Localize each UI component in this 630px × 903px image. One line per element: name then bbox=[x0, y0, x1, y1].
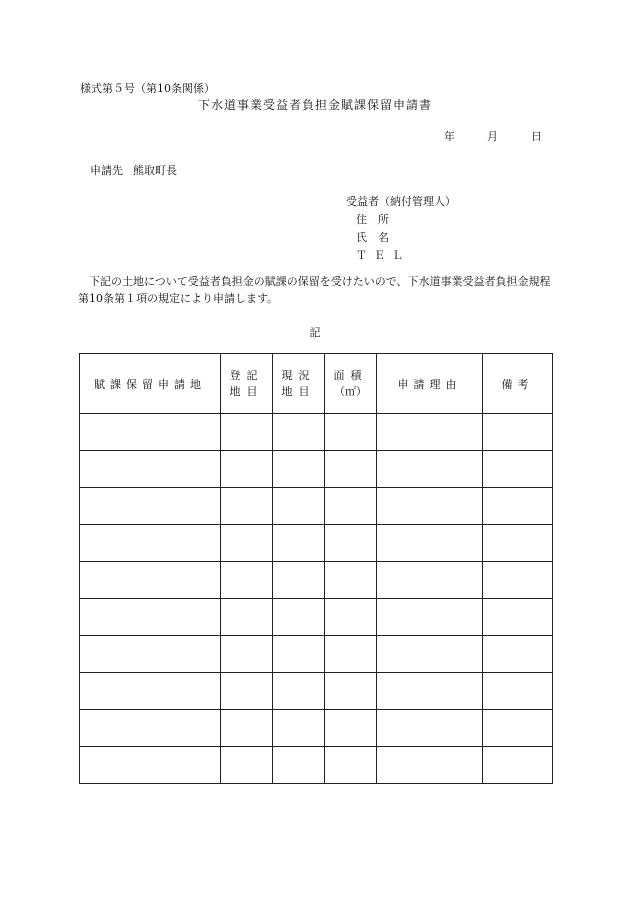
addressee-line bbox=[90, 162, 177, 178]
header-land: 賦課保留申請地 bbox=[80, 354, 221, 414]
form-number-label: 様式第５号（第10条関係） bbox=[80, 82, 215, 95]
header-current-line2: 地目 bbox=[281, 384, 316, 398]
header-remarks: 備考 bbox=[483, 354, 553, 414]
registered-category-cell[interactable] bbox=[221, 414, 273, 451]
header-registered-line2: 地目 bbox=[229, 384, 264, 398]
header-area-line1: 面積 bbox=[333, 368, 368, 382]
area-cell[interactable] bbox=[325, 710, 377, 747]
current-category-cell[interactable] bbox=[273, 562, 325, 599]
request-statement: 下記の土地について受益者負担金の賦課の保留を受けたいので、下水道事業受益者負担金規程第10条第１項の規定により申請します。 bbox=[78, 275, 551, 305]
area-cell[interactable] bbox=[325, 599, 377, 636]
registered-category-cell[interactable] bbox=[221, 673, 273, 710]
current-category-cell[interactable] bbox=[273, 599, 325, 636]
reason-cell[interactable] bbox=[377, 451, 483, 488]
area-cell[interactable] bbox=[325, 636, 377, 673]
reason-cell[interactable] bbox=[377, 747, 483, 784]
land-cell[interactable] bbox=[80, 747, 221, 784]
reason-cell[interactable] bbox=[377, 488, 483, 525]
reason-cell[interactable] bbox=[377, 673, 483, 710]
table-row bbox=[80, 710, 553, 747]
land-cell[interactable] bbox=[80, 599, 221, 636]
area-cell[interactable] bbox=[325, 562, 377, 599]
remarks-cell[interactable] bbox=[483, 636, 553, 673]
registered-category-cell[interactable] bbox=[221, 599, 273, 636]
table-row bbox=[80, 414, 553, 451]
reason-cell[interactable] bbox=[377, 710, 483, 747]
land-cell[interactable] bbox=[80, 636, 221, 673]
current-category-cell[interactable] bbox=[273, 414, 325, 451]
table-row bbox=[80, 636, 553, 673]
remarks-cell[interactable] bbox=[483, 673, 553, 710]
addressee-label: 申請先 bbox=[90, 164, 123, 177]
addressee-name: 熊取町長 bbox=[133, 164, 177, 177]
land-cell[interactable] bbox=[80, 414, 221, 451]
header-registered-line1: 登記 bbox=[229, 368, 264, 382]
land-cell[interactable] bbox=[80, 525, 221, 562]
current-category-cell[interactable] bbox=[273, 451, 325, 488]
table-body bbox=[80, 414, 553, 784]
registered-category-cell[interactable] bbox=[221, 525, 273, 562]
area-cell[interactable] bbox=[325, 414, 377, 451]
date-month-label: 月 bbox=[487, 130, 498, 143]
reason-cell[interactable] bbox=[377, 599, 483, 636]
header-registered-category bbox=[221, 354, 273, 414]
beneficiary-block bbox=[346, 193, 456, 265]
beneficiary-tel-label: ＴＥＬ bbox=[356, 249, 410, 262]
beneficiary-heading: 受益者（納付管理人） bbox=[346, 195, 456, 208]
area-cell[interactable] bbox=[325, 488, 377, 525]
header-area-line2: （㎡） bbox=[334, 384, 367, 398]
header-current-line1: 現況 bbox=[281, 368, 316, 382]
current-category-cell[interactable] bbox=[273, 525, 325, 562]
remarks-cell[interactable] bbox=[483, 414, 553, 451]
current-category-cell[interactable] bbox=[273, 488, 325, 525]
land-cell[interactable] bbox=[80, 562, 221, 599]
registered-category-cell[interactable] bbox=[221, 636, 273, 673]
remarks-cell[interactable] bbox=[483, 488, 553, 525]
remarks-cell[interactable] bbox=[483, 562, 553, 599]
table-row bbox=[80, 599, 553, 636]
date-day-label: 日 bbox=[531, 130, 542, 143]
table-row bbox=[80, 562, 553, 599]
table-row bbox=[80, 525, 553, 562]
reason-cell[interactable] bbox=[377, 636, 483, 673]
current-category-cell[interactable] bbox=[273, 747, 325, 784]
registered-category-cell[interactable] bbox=[221, 747, 273, 784]
header-area bbox=[325, 354, 377, 414]
remarks-cell[interactable] bbox=[483, 451, 553, 488]
reason-cell[interactable] bbox=[377, 562, 483, 599]
remarks-cell[interactable] bbox=[483, 525, 553, 562]
registered-category-cell[interactable] bbox=[221, 451, 273, 488]
current-category-cell[interactable] bbox=[273, 710, 325, 747]
reason-cell[interactable] bbox=[377, 525, 483, 562]
current-category-cell[interactable] bbox=[273, 673, 325, 710]
area-cell[interactable] bbox=[325, 747, 377, 784]
date-year-label: 年 bbox=[444, 130, 455, 143]
remarks-cell[interactable] bbox=[483, 599, 553, 636]
registered-category-cell[interactable] bbox=[221, 488, 273, 525]
registered-category-cell[interactable] bbox=[221, 562, 273, 599]
area-cell[interactable] bbox=[325, 673, 377, 710]
header-current-category bbox=[273, 354, 325, 414]
beneficiary-name-label: 氏 名 bbox=[356, 231, 389, 244]
table-row bbox=[80, 488, 553, 525]
registered-category-cell[interactable] bbox=[221, 710, 273, 747]
reason-cell[interactable] bbox=[377, 414, 483, 451]
remarks-cell[interactable] bbox=[483, 747, 553, 784]
current-category-cell[interactable] bbox=[273, 636, 325, 673]
table-row bbox=[80, 451, 553, 488]
land-cell[interactable] bbox=[80, 451, 221, 488]
ki-heading: 記 bbox=[309, 326, 321, 339]
beneficiary-address-label: 住 所 bbox=[356, 213, 389, 226]
area-cell[interactable] bbox=[325, 525, 377, 562]
land-cell[interactable] bbox=[80, 488, 221, 525]
table-row bbox=[80, 673, 553, 710]
land-cell[interactable] bbox=[80, 673, 221, 710]
header-reason: 申請理由 bbox=[377, 354, 483, 414]
table-row bbox=[80, 747, 553, 784]
area-cell[interactable] bbox=[325, 451, 377, 488]
document-title: 下水道事業受益者負担金賦課保留申請書 bbox=[197, 98, 432, 112]
application-table bbox=[79, 353, 553, 784]
land-cell[interactable] bbox=[80, 710, 221, 747]
table-header-row bbox=[80, 354, 553, 414]
remarks-cell[interactable] bbox=[483, 710, 553, 747]
